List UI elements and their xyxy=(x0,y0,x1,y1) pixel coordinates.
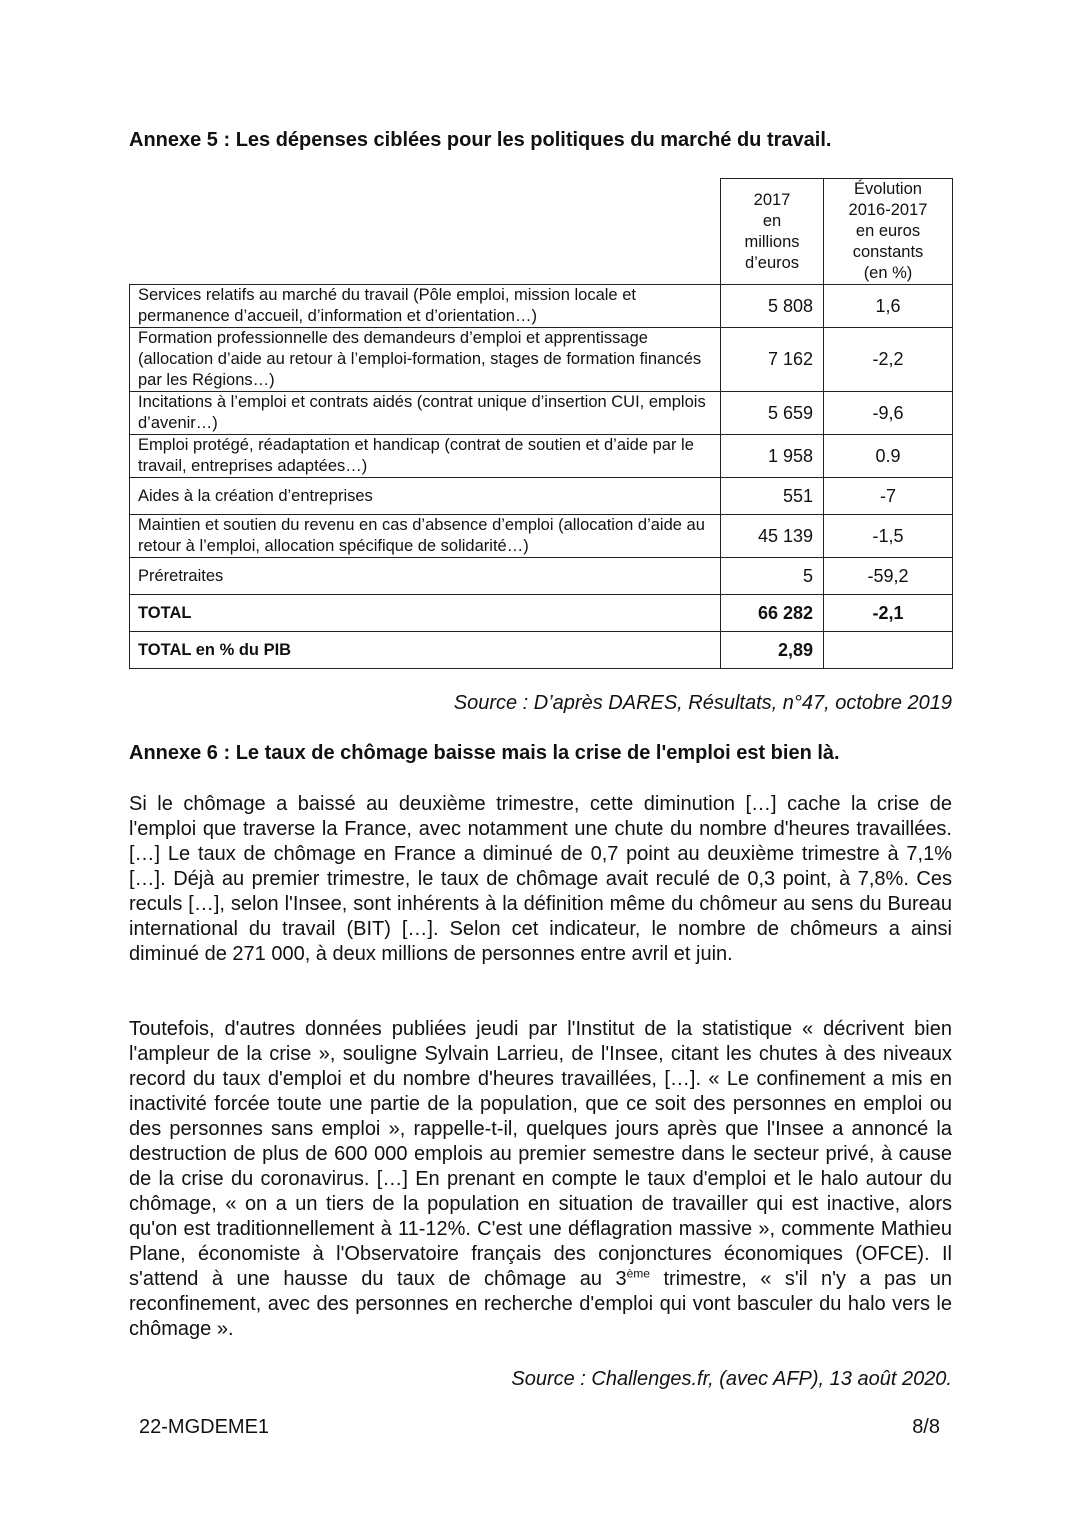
table-row: Maintien et soutien du revenu en cas d’absence d’emploi (allocation d’aide au retour à l’emploi, allocation spécifique de solidarité…) 45 139 -1,5 xyxy=(130,515,953,558)
table-row: Emploi protégé, réadaptation et handicap (contrat de soutien et d’aide par le travail, entreprises adaptées…) 1 958 0.9 xyxy=(130,435,953,478)
annexe6-source: Source : Challenges.fr, (avec AFP), 13 août 2020. xyxy=(511,1368,952,1390)
total-row: TOTAL 66 282 -2,1 xyxy=(130,595,953,632)
table-row: Incitations à l’emploi et contrats aidés (contrat unique d’insertion CUI, emplois d’avenir…) 5 659 -9,6 xyxy=(130,392,953,435)
annexe6-paragraph-2: Toutefois, d'autres données publiées jeudi par l'Institut de la statistique « décrivent bien l'ampleur de la crise », souligne Sylvain Larrieu, de l'Insee, citant les chutes à des niveaux record du taux d'emploi et du nombre d'heures travaillées, […]. « Le confinement a mis en inactivité forcée toute une partie de la population, que ce soit des personnes en emploi ou des personnes sans emploi », rappelle-t-il, quelques jours après que l'Insee a annoncé la destruction de plus de 600 000 emplois au premier semestre dans le secteur privé, à cause de la crise du coronavirus. […] En prenant en compte le taux d'emploi et le halo autour du chômage, « on a un tiers de la population en situation de travailler qui est inactive, alors qu'on est traditionnellement à 11-12%. C'est une déflagration massive », commente Mathieu Plane, économiste à l'Observatoire français des conjonctures économiques (OFCE). Il s'attend à une hausse du taux de chômage au 3ème trimestre, « s'il n'y a pas un reconfinement, avec des personnes en recherche d'emploi qui vont basculer du halo vers le chômage ». xyxy=(129,1018,953,1340)
document-code: 22-MGDEME1 xyxy=(139,1416,270,1438)
annexe6-paragraph-1: Si le chômage a baissé au deuxième trimestre, cette diminution […] cache la crise de l'emploi que traverse la France, avec notamment une chute du nombre d'heures travaillées. […] Le taux de chômage en France a diminué de 0,7 point au deuxième trimestre à 7,1% […]. Déjà au premier trimestre, le taux de chômage avait reculé de 0,3 point, à 7,8%. Ces reculs […], selon l'Insee, sont inhérents à la définition même du chômeur au sens du Bureau international du travail (BIT) […]. Selon cet indicateur, le nombre de chômeurs a ainsi diminué de 271 000, à deux millions de personnes entre avril et juin. xyxy=(129,793,952,965)
annexe5-title: Annexe 5 : Les dépenses ciblées pour les politiques du marché du travail. xyxy=(129,129,832,151)
annexe6-title: Annexe 6 : Le taux de chômage baisse mais la crise de l'emploi est bien là. xyxy=(129,742,840,764)
total-pib-row: TOTAL en % du PIB 2,89 xyxy=(130,632,953,669)
page-number: 8/8 xyxy=(912,1416,940,1438)
expenditure-table xyxy=(129,178,953,669)
table-header-row xyxy=(130,179,953,285)
table-row: Aides à la création d’entreprises 551 -7 xyxy=(130,478,953,515)
ordinal-superscript: ème xyxy=(626,1266,650,1281)
table-row: Préretraites 5 -59,2 xyxy=(130,558,953,595)
annexe5-source: Source : D’après DARES, Résultats, n°47, octobre 2019 xyxy=(453,692,952,714)
header-evolution: Évolution 2016-2017 en euros constants (en %) xyxy=(824,179,953,285)
header-year: 2017 en millions d’euros xyxy=(721,179,824,285)
table-row: Formation professionnelle des demandeurs d’emploi et apprentissage (allocation d’aide au retour à l’emploi-formation, stages de formation financés par les Régions…) 7 162 -2,2 xyxy=(130,328,953,392)
table-row: Services relatifs au marché du travail (Pôle emploi, mission locale et permanence d’accueil, d’information et d’orientation…) 5 808 1,6 xyxy=(130,285,953,328)
